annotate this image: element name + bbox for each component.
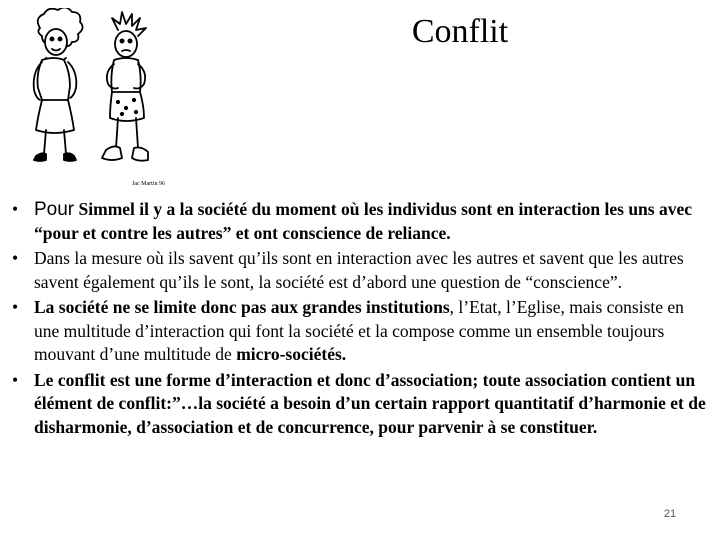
bullet-2-text: Dans la mesure où ils savent qu’ils sont en interaction avec les autres et savent que les autres savent également qu’ils le sont, la société est d’abord une question de “conscience”.	[34, 248, 684, 292]
bullet-list	[10, 198, 710, 441]
bullet-4-bold: Le conflit est une forme d’interaction et donc d’association; toute association contient un élément de conflit:”…la société a besoin d’un certain rapport quantitatif d’harmonie et de disharmonie, d’association et de concurrence, pour parvenir à se constituer.	[34, 369, 706, 437]
bullet-3-bold: La société ne se limite donc pas aux grandes institutions	[34, 297, 450, 317]
page-number: 21	[663, 508, 677, 520]
bullet-dot: •	[12, 297, 19, 317]
bullet-dot: •	[12, 369, 19, 390]
cartoon-women-illustration	[22, 8, 182, 190]
bullet-3-text: , l’Etat, l’Eglise, mais consiste en une multitude d’interaction qui font la société et la compose comme un ensemble toujours mouvant d’une multitude de	[34, 297, 684, 364]
slide-title: Conflit	[411, 13, 509, 50]
bullet-1-lead: Pour	[34, 199, 75, 220]
bullet-dot: •	[12, 248, 19, 268]
bullet-3-bold-end: micro-sociétés.	[236, 344, 347, 364]
bullet-dot: •	[12, 199, 19, 219]
illustration-signature: Jac Martin 96	[132, 181, 165, 187]
bullet-item-4	[10, 369, 710, 440]
bullet-item-3	[10, 296, 710, 367]
bullet-item-1	[10, 198, 710, 245]
bullet-item-2	[10, 247, 710, 294]
bullet-1-bold: Simmel il y a la société du moment où les individus sont en interaction les uns avec “pour et contre les autres” et ont conscience de reliance.	[34, 199, 692, 243]
